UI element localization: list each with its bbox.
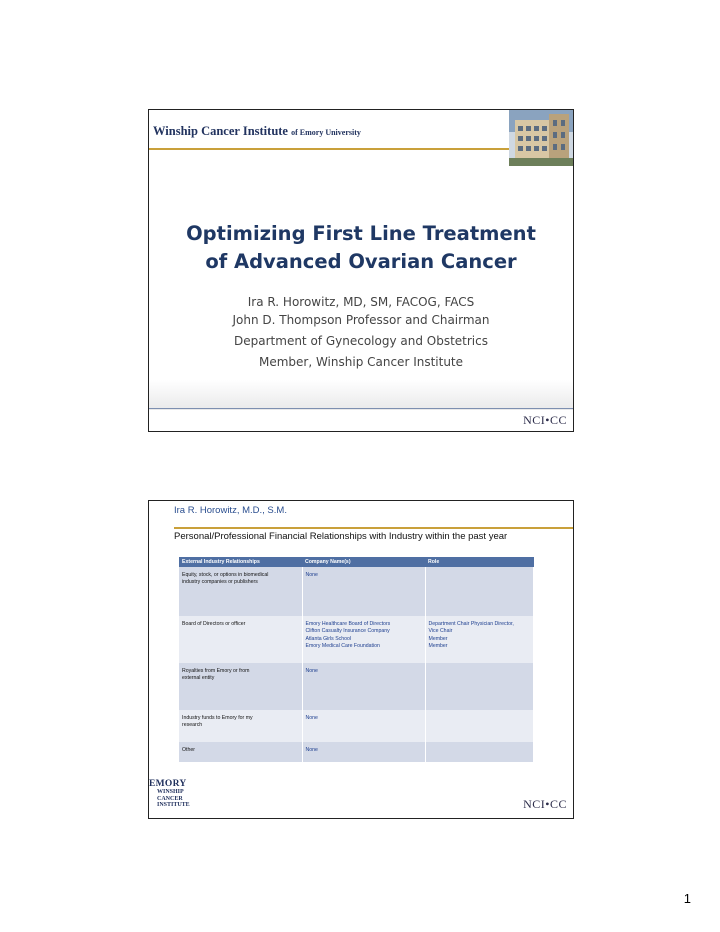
footer-divider (149, 408, 573, 409)
relationship-cell: Equity, stock, or options in biomedical industry companies or publishers (179, 567, 302, 616)
title-line-2: of Advanced Ovarian Cancer (205, 250, 517, 273)
building-photo (509, 110, 573, 166)
role-cell (425, 567, 534, 616)
author-position: John D. Thompson Professor and Chairman (232, 313, 490, 327)
relationship-cell: Royalties from Emory or from external entity (179, 663, 302, 710)
role-cell: Department Chair Physician Director, Vice Chair Member Member (425, 616, 534, 663)
company-cell: None (302, 567, 425, 616)
column-header: Role (425, 557, 534, 567)
nccc-logo: NCI•CC (523, 797, 567, 811)
nccc-logo: NCI•CC (523, 413, 567, 427)
title-slide (148, 109, 574, 432)
company-cell: None (302, 742, 425, 762)
role-cell (425, 742, 534, 762)
slide-title (149, 220, 573, 276)
column-header: Company Name(s) (302, 557, 425, 567)
author-membership: Member, Winship Cancer Institute (258, 355, 464, 369)
company-cell: None (302, 663, 425, 710)
relationship-cell: Industry funds to Emory for my research (179, 710, 302, 742)
logo-line: INSTITUTE (157, 802, 190, 808)
page-number: 1 (683, 891, 691, 906)
logo-line: CANCER (157, 795, 183, 802)
table-row (179, 710, 534, 742)
disclosure-heading: Personal/Professional Financial Relationships with Industry within the past year (174, 531, 508, 542)
table-row (179, 616, 534, 663)
brand-sub: of Emory University (291, 128, 361, 137)
disclosure-slide (148, 500, 574, 819)
author-department: Department of Gynecology and Obstetrics (234, 334, 488, 348)
role-cell (425, 663, 534, 710)
presenter-name: Ira R. Horowitz, M.D., S.M. (174, 505, 287, 516)
table-row (179, 567, 534, 616)
institution-brand (153, 124, 361, 139)
logo-line: WINSHIP (157, 789, 184, 795)
table-row (179, 742, 534, 762)
author-name: Ira R. Horowitz, MD, SM, FACOG, FACS (247, 295, 475, 309)
relationship-cell: Board of Directors or officer (179, 616, 302, 663)
role-cell (425, 710, 534, 742)
brand-main: Winship Cancer Institute (153, 124, 288, 138)
company-cell: None (302, 710, 425, 742)
emory-wordmark: EMORY (149, 779, 187, 789)
title-line-1: Optimizing First Line Treatment (186, 222, 536, 245)
footer-band (149, 380, 573, 410)
company-cell: Emory Healthcare Board of Directors Clifton Casualty Insurance Company Atlanta Girls School Emory Medical Care Foundation (302, 616, 425, 663)
table-header-row (179, 557, 534, 567)
relationship-cell: Other (179, 742, 302, 762)
header-divider (174, 527, 573, 529)
disclosure-table (179, 557, 534, 762)
emory-winship-logo (149, 779, 199, 809)
header-divider (149, 148, 509, 150)
column-header: External Industry Relationships (179, 557, 302, 567)
table-row (179, 663, 534, 710)
